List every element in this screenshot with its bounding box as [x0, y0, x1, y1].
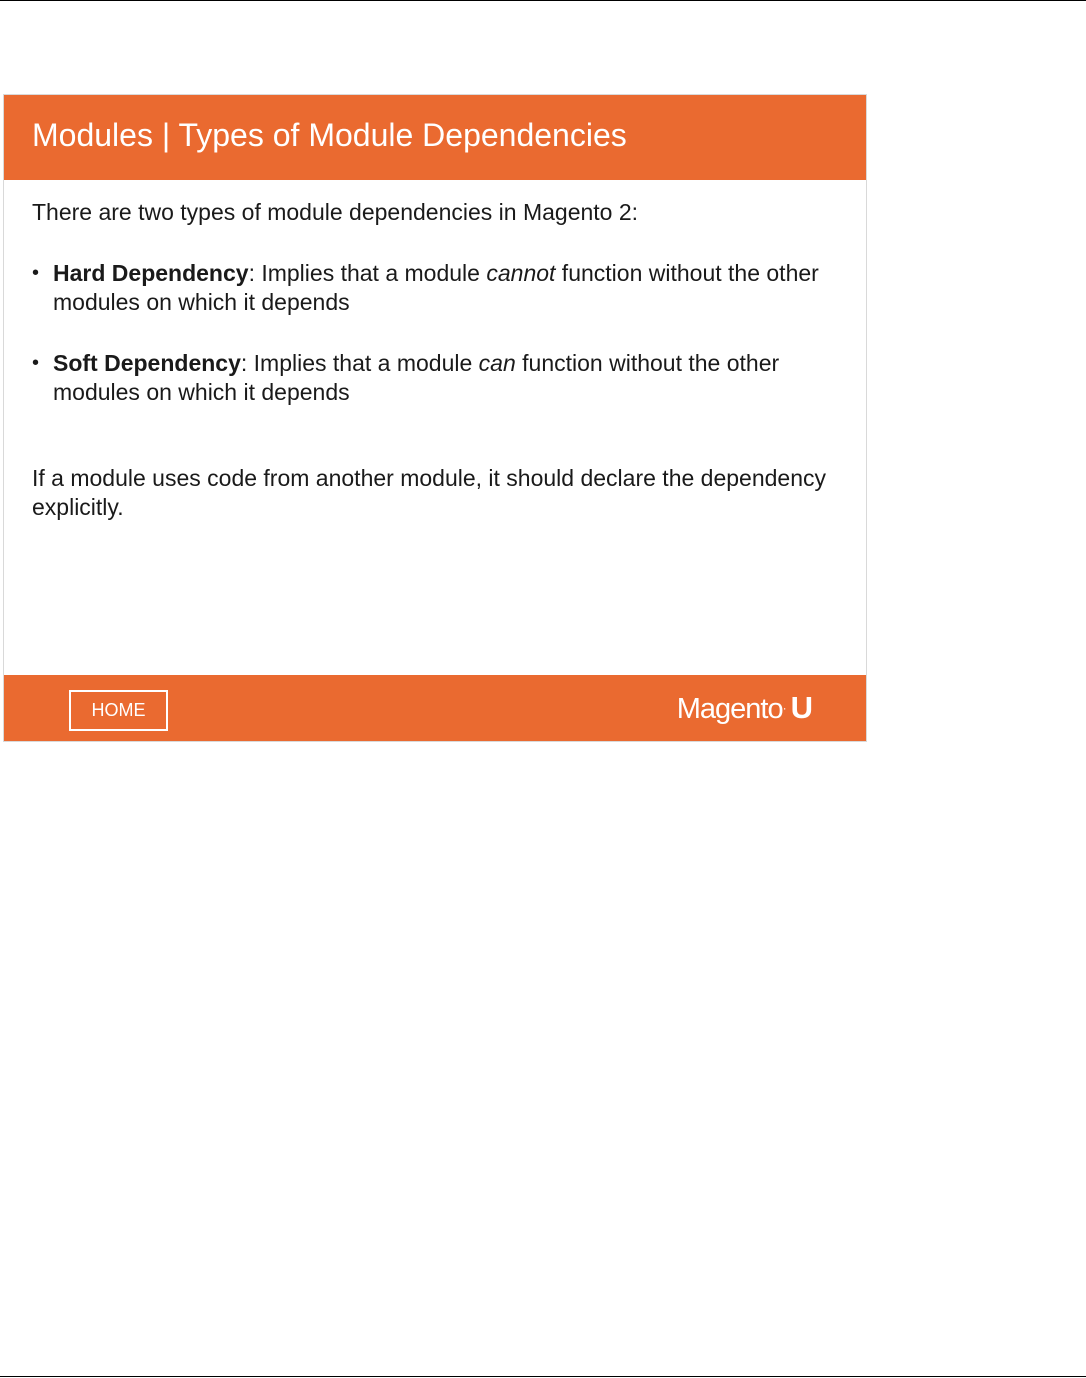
dependency-emphasis: can [478, 350, 516, 376]
slide-header [4, 95, 866, 180]
closing-text: If a module uses code from another module, it should declare the dependency explicitly. [32, 465, 826, 520]
home-button[interactable]: HOME [69, 690, 168, 731]
term-separator: : [248, 260, 255, 286]
slide-body [32, 198, 842, 522]
intro-text: There are two types of module dependencies in Magento 2: [32, 199, 639, 225]
slide-footer [4, 675, 866, 741]
logo-trademark: · [782, 701, 787, 715]
term-separator: : [240, 350, 248, 376]
logo-name: Magento [676, 693, 783, 725]
soft-dependency-item [32, 349, 842, 407]
page-top-rule [0, 0, 1086, 1]
logo-suffix: U [790, 690, 812, 725]
dependency-text: Implies that a module [247, 350, 479, 376]
bullet-icon: • [32, 262, 40, 284]
slide [4, 95, 866, 741]
dependency-emphasis: cannot [486, 260, 556, 286]
dependency-term: Hard Dependency [53, 260, 249, 286]
dependency-text: function without the other modules on which it depends [53, 260, 819, 315]
dependency-term: Soft Dependency [53, 350, 241, 376]
hard-dependency-item [32, 259, 842, 317]
magento-u-logo [677, 690, 812, 727]
dependency-list [32, 259, 842, 407]
slide-title: Modules | Types of Module Dependencies [32, 117, 627, 153]
dependency-text: function without the other modules on which it depends [53, 350, 780, 405]
dependency-text: Implies that a module [254, 260, 487, 286]
bullet-icon: • [32, 352, 40, 374]
page-bottom-rule [0, 1376, 1086, 1377]
